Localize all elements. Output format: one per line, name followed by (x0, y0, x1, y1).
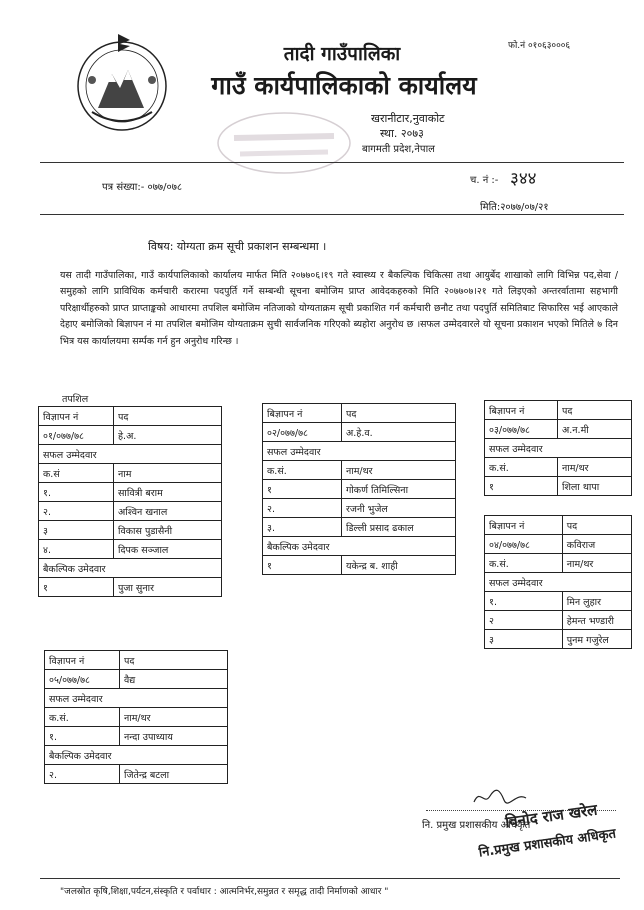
table-row: ३ पुनम गजुरेल (485, 630, 632, 649)
letter-date: मिति:२०७७/०७/२१ (480, 202, 549, 213)
header-pad: पद (562, 516, 631, 535)
table-row: १ पुजा सुनार (39, 578, 222, 597)
header-pad: पद (342, 404, 456, 423)
table-row: १. नन्दा उपाध्याय (45, 727, 228, 746)
header-name: नाम (114, 464, 222, 483)
header-sn: क.सं. (45, 708, 120, 727)
province-line: बागमती प्रदेश,नेपाल (362, 144, 435, 155)
table-row: १ गोकर्ण तिमिल्सिना (263, 480, 456, 499)
table-row: २. अश्विन खनाल (39, 502, 222, 521)
header-sn: क.सं. (263, 461, 342, 480)
table-row: ३. डिल्ली प्रसाद ढकाल (263, 518, 456, 537)
vacancy-number: ०५/०७७/७८ (45, 670, 120, 689)
header-divider (40, 162, 624, 163)
table-row: १. सावित्री बराम (39, 483, 222, 502)
header-sn: क.सं. (485, 554, 563, 573)
successful-label: सफल उम्मेदवार (485, 573, 632, 592)
table-row: २. जितेन्द्र बटला (45, 765, 228, 784)
alternate-label: बैकल्पिक उमेदवार (39, 559, 222, 578)
signer-designation: नि. प्रमुख प्रशासकीय अधिकृत (422, 820, 531, 831)
post-name: अ.हे.व. (342, 423, 456, 442)
footer-divider (40, 878, 620, 879)
letter-subject: विषय: योग्यता क्रम सूची प्रकाशन सम्बन्धमा । (148, 240, 327, 253)
vacancy-table-02 (262, 403, 456, 575)
header-name: नाम/थर (558, 458, 632, 477)
vacancy-number: ०४/०७७/७८ (485, 535, 563, 554)
footer-motto: "जलस्रोत कृषि,शिक्षा,पर्यटन,संस्कृति र पर्वाधार : आत्मनिर्भर,समुन्नत र समृद्ध तादी निर्माणको आधार " (60, 887, 389, 897)
table-row: २. रजनी भुजेल (263, 499, 456, 518)
header-name: नाम/थर (120, 708, 228, 727)
post-name: हे.अ. (114, 426, 222, 445)
table-row: ३ विकास पुडासैनी (39, 521, 222, 540)
successful-label: सफल उम्मेदवार (485, 439, 632, 458)
vacancy-table-03 (484, 400, 632, 496)
faint-office-stamp (214, 108, 354, 178)
phone-number: फो.नं ०१०६३०००६ (508, 41, 571, 51)
vacancy-number: ०३/०७७/७८ (485, 420, 558, 439)
header-vigyapan: बिज्ञापन नं (263, 404, 342, 423)
header-pad: पद (558, 401, 632, 420)
successful-label: सफल उम्मेदवार (263, 442, 456, 461)
table-row: १. मिन लुहार (485, 592, 632, 611)
vacancy-table-04 (484, 515, 632, 649)
header-pad: पद (114, 407, 222, 426)
tapsil-label: तपशिल (62, 394, 89, 405)
header-vigyapan: बिज्ञापन नं (485, 401, 558, 420)
post-name: कविराज (562, 535, 631, 554)
signature-stamp-title: नि.प्रमुख प्रशासकीय अधिकृत (477, 826, 617, 861)
letter-body: यस तादी गाउँपालिका, गाउँ कार्यपालिकाको कार्यालय मार्फत मिति २०७७०६।१९ गते स्वास्थ्य र बैकल्पिक चिकित्सा तथा आयुर्बेद शाखाको लागि विभिन्न पद,सेवा /समुहको लागि प्राविधिक कर्मचारी करारमा पदपुर्ति गर्ने सम्बन्धी सूचना बमोजिम प्राप्त आवेदकहरुको मिति २०७७०७।२१ गते लिइएको अन्तरर्वातामा सहभागी परिक्षार्थीहरुको प्राप्त प्राप्ताङ्कको आधारमा तपशिल बमोजिम नतिजाको योग्यताक्रम सूची प्रकाशित गर्न कर्मचारी छनौट तथा पदपुर्ति समितिबाट सिफारिस भई आएकाले देहाए बमोजिको बिज्ञापन नं मा तपशिल बमोजिम योग्यताक्रम सुची सार्वजनिक गरिएको ब्यहोरा अनुरोध छ ।सफल उम्मेदवारले यो सूचना प्रकाशन भएको मितिले ७ दिन भित्र यस कार्यालयमा सर्म्पक गर्न हुन अनुरोध गरिन्छ । (60, 270, 618, 347)
table-row: १ शिला थापा (485, 477, 632, 496)
signature-stamp-name: विनोद राज खरेल (504, 800, 599, 832)
chalani-label: च. नं :- (470, 175, 499, 186)
vacancy-number: ०२/०७७/७८ (263, 423, 342, 442)
vacancy-table-05 (44, 650, 228, 784)
header-vigyapan: विज्ञापन नं (39, 407, 114, 426)
post-name: वैद्य (120, 670, 228, 689)
table-row: ४. दिपक सञ्जाल (39, 540, 222, 559)
office-name: तादी गाउँपालिका (283, 43, 401, 65)
successful-label: सफल उम्मेदवार (45, 689, 228, 708)
header-vigyapan: विज्ञापन नं (45, 651, 120, 670)
alternate-label: बैकल्पिक उमेदवार (45, 746, 228, 765)
header-name: नाम/थर (562, 554, 631, 573)
chalani-number: ३४४ (510, 169, 537, 189)
header-sn: क.सं (39, 464, 114, 483)
header-vigyapan: बिज्ञापन नं (485, 516, 563, 535)
successful-label: सफल उम्मेदवार (39, 445, 222, 464)
address-line: खरानीटार,नुवाकोट (371, 112, 445, 125)
handwritten-signature (470, 786, 530, 808)
vacancy-number: ०१/०७७/७८ (39, 426, 114, 445)
established-year: स्था. २०७३ (380, 127, 424, 140)
office-title: गाउँ कार्यपालिकाको कार्यालय (211, 71, 477, 100)
letter-number: पत्र संख्या:- ०७७/०७८ (102, 182, 183, 193)
post-name: अ.न.मी (558, 420, 632, 439)
alternate-label: बैकल्पिक उमेदवार (263, 537, 456, 556)
date-divider (40, 214, 624, 215)
header-sn: क.सं. (485, 458, 558, 477)
table-row: २ हेमन्त भण्डारी (485, 611, 632, 630)
vacancy-table-01 (38, 406, 222, 597)
header-pad: पद (120, 651, 228, 670)
header-name: नाम/थर (342, 461, 456, 480)
table-row: १ यकेन्द्र ब. शाही (263, 556, 456, 575)
